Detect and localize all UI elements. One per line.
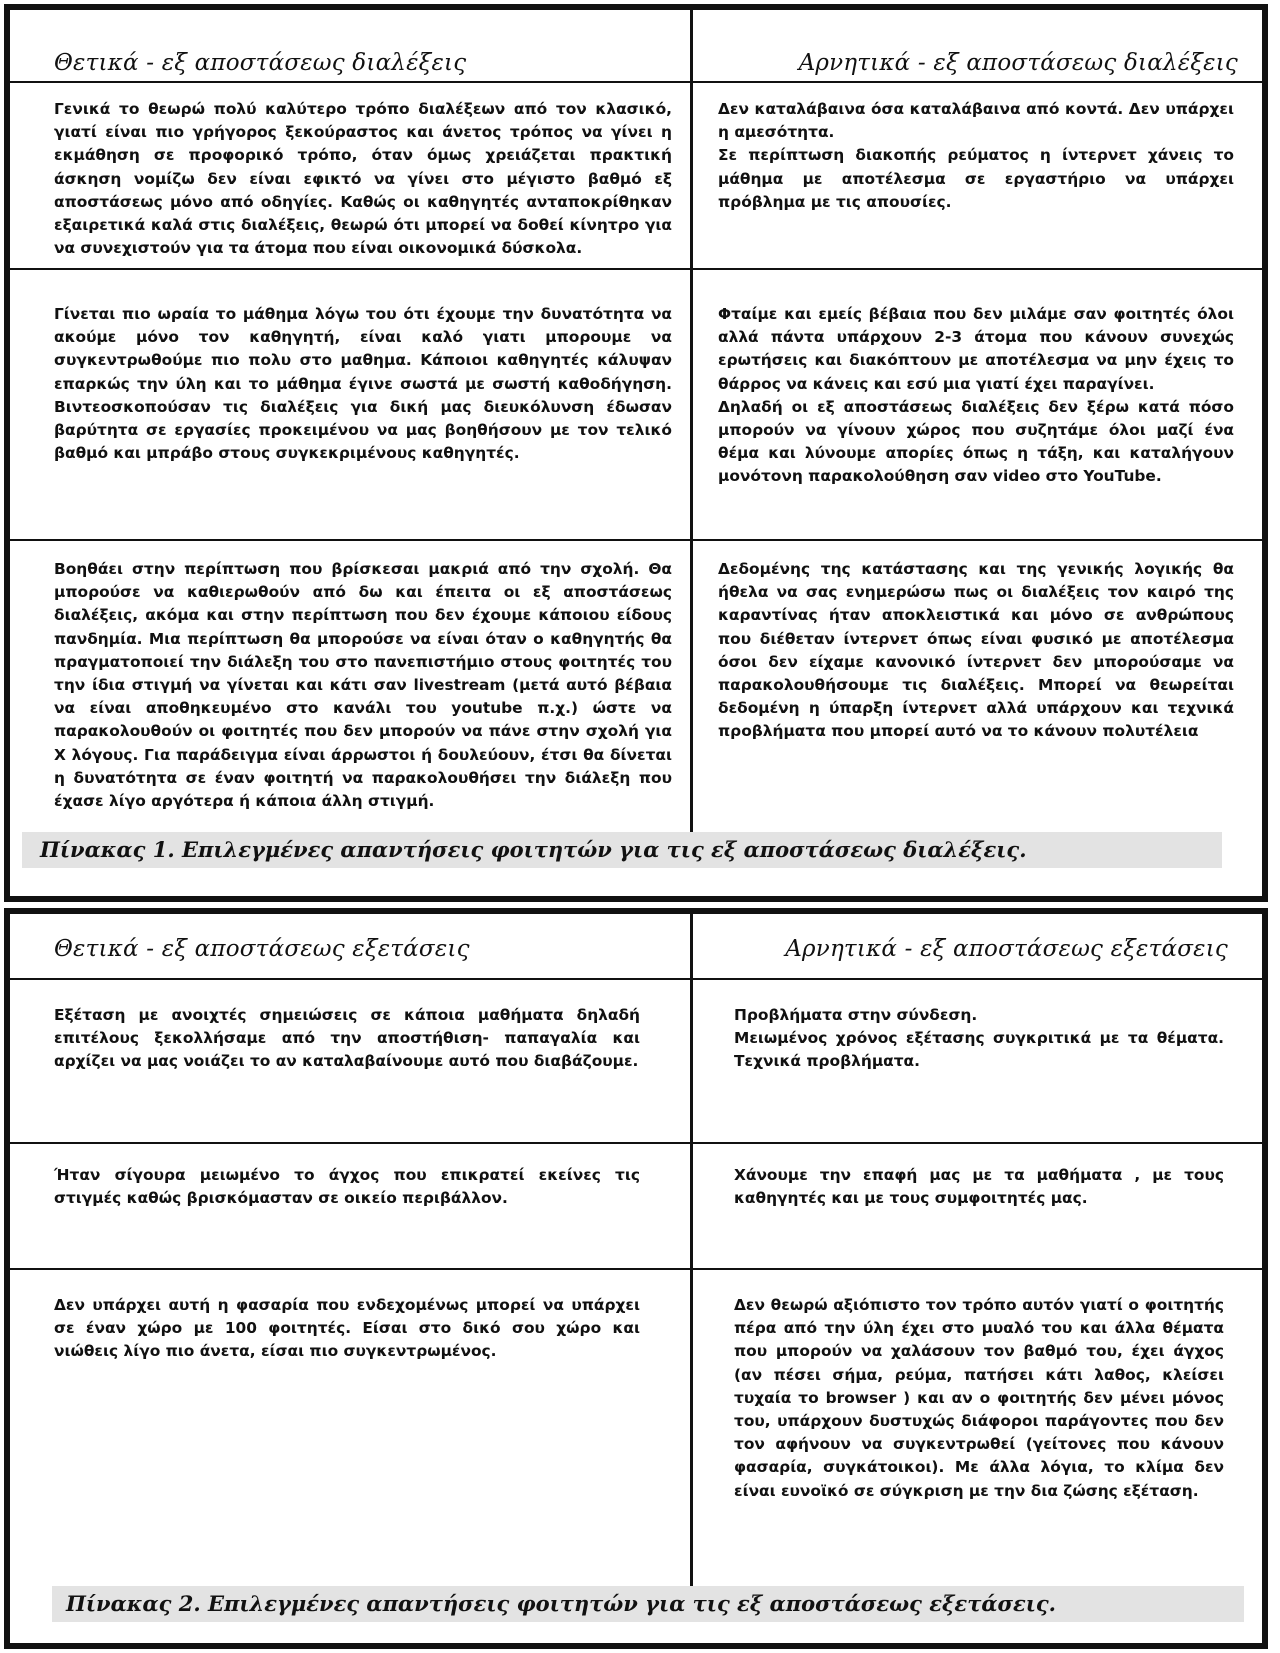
row-divider	[10, 1142, 1262, 1144]
table-caption: Πίνακας 1. Επιλεγμένες απαντήσεις φοιτητών για τις εξ αποστάσεως διαλέξεις.	[22, 832, 1222, 868]
cell-paragraph: Χάνουμε την επαφή μας με τα μαθήματα , με τους καθηγητές και με τους συμφοιτητές μας.	[734, 1166, 1224, 1208]
cell-paragraph: Δεν καταλάβαινα όσα καταλάβαινα από κοντά. Δεν υπάρχει η αμεσότητα.	[718, 100, 1234, 142]
table-exams	[4, 908, 1268, 1649]
table-cell	[718, 558, 1234, 744]
cell-paragraph: Βοηθάει στην περίπτωση που βρίσκεσαι μακριά από την σχολή. Θα μπορούσε να καθιερωθούν από δω και έπειτα οι εξ αποστάσεως διαλέξεις, ακόμα και στην περίπτωση που δεν έχουμε κάποιου είδους πανδημία. Μια περίπτωση θα μπορούσε να είναι όταν ο καθηγητής θα πραγματοποιεί την διάλεξη του στο πανεπιστήμιο στους φοιτητές του την ίδια στιγμή να γίνεται και κάτι σαν livestream (μετά αυτό βέβαια να είναι αποθηκευμένο στο κανάλι του youtube π.χ.) ώστε να παρακολουθούν οι φοιτητές που δεν μπορούν να πάνε στην σχολή για Χ λόγους. Για παράδειγμα είναι άρρωστοι ή δουλεύουν, έτσι θα δίνεται η δυνατότητα σε έναν φοιτητή να παρακολουθήσει την διάλεξη που έχασε λίγο αργότερα ή κάποια άλλη στιγμή.	[54, 560, 672, 811]
cell-paragraph: Σε περίπτωση διακοπής ρεύματος η ίντερνετ χάνεις το μάθημα με αποτέλεσμα σε εργαστήριο να υπάρχει πρόβλημα με τις απουσίες.	[718, 146, 1234, 211]
header-negative-exams: Αρνητικά - εξ αποστάσεως εξετάσεις	[785, 936, 1228, 962]
table-cell	[54, 303, 672, 465]
table-cell	[734, 1294, 1224, 1503]
table-cell	[718, 303, 1234, 489]
cell-paragraph: Μειωμένος χρόνος εξέτασης συγκριτικά με τα θέματα. Τεχνικά προβλήματα.	[734, 1029, 1224, 1071]
cell-paragraph: Ήταν σίγουρα μειωμένο το άγχος που επικρατεί εκείνες τις στιγμές καθώς βρισκόμασταν σε οικείο περιβάλλον.	[54, 1166, 640, 1208]
header-negative-lectures: Αρνητικά - εξ αποστάσεως διαλέξεις	[798, 50, 1238, 76]
row-divider	[10, 1268, 1262, 1270]
header-positive-exams: Θετικά - εξ αποστάσεως εξετάσεις	[54, 936, 470, 962]
table-lectures	[4, 4, 1268, 902]
cell-paragraph: Γενικά το θεωρώ πολύ καλύτερο τρόπο διαλέξεων από τον κλασικό, γιατί είναι πιο γρήγορος ξεκούραστος και άνετος τρόπος να γίνει η εκμάθηση σε προφορικό τρόπο, όταν όμως χρειάζεται πρακτική άσκηση νομίζω δεν είναι εφικτό να γίνει στο μέγιστο βαθμό εξ αποστάσεως μόνο από οδηγίες. Καθώς οι καθηγητές ανταποκρίθηκαν εξαιρετικά καλά στις διαλέξεις, θεωρώ ότι μπορεί να δοθεί κίνητρο για να συνεχιστούν για τα άτομα που είναι οικονομικά δύσκολα.	[54, 100, 672, 258]
table-cell	[718, 98, 1234, 214]
cell-paragraph: Γίνεται πιο ωραία το μάθημα λόγω του ότι έχουμε την δυνατότητα να ακούμε μόνο τον καθηγητή, είναι καλό γιατι μπορουμε να συγκεντρωθούμε πιο πολυ στο μαθημα. Κάποιοι καθηγητές κάλυψαν επαρκώς την ύλη και το μάθημα έγινε σωστά με σωστή καθοδήγηση. Βιντεοσκοπούσαν τις διαλέξεις για δική μας διευκόλυνση έδωσαν βαρύτητα σε εργασίες προκειμένου να μας βοηθήσουν με τον τελικό βαθμό και μπράβο στους συγκεκριμένους καθηγητές.	[54, 305, 672, 463]
table-cell	[54, 558, 672, 813]
cell-paragraph: Προβλήματα στην σύνδεση.	[734, 1006, 978, 1024]
table-cell	[734, 1004, 1224, 1074]
cell-paragraph: Δεν θεωρώ αξιόπιστο τον τρόπο αυτόν γιατί ο φοιτητής πέρα από την ύλη έχει στο μυαλό του και άλλα θέματα που μπορούν να χαλάσουν τον βαθμό του, έχει άγχος (αν πέσει σήμα, ρεύμα, πατήσει κάτι λαθος, κλείσει τυχαία το browser ) και αν ο φοιτητής δεν μένει μόνος του, υπάρχουν δυστυχώς διάφοροι παράγοντες που δεν τον αφήνουν να συγκεντρωθεί (γείτονες που κάνουν φασαρία, συγκάτοικοι). Με άλλα λόγια, το κλίμα δεν είναι ευνοϊκό σε σύγκριση με την δια ζώσης εξέταση.	[734, 1296, 1224, 1500]
cell-paragraph: Δεδομένης της κατάστασης και της γενικής λογικής θα ήθελα να σας ενημερώσω πως οι διαλέξεις τον καιρό της καραντίνας ήταν αποκλειστικά και μόνο σε ανθρώπους που διέθεταν ίντερνετ όπως είναι φυσικό με αποτέλεσμα όσοι δεν είχαμε κανονικό ίντερνετ δεν μπορούσαμε να παρακολουθήσουμε τις διαλέξεις. Μπορεί να θεωρείται δεδομένη η ύπαρξη ίντερνετ αλλά υπάρχουν και τεχνικά προβλήματα που μπορεί αυτό να το κάνουν πολυτέλεια	[718, 560, 1234, 741]
cell-paragraph: Δηλαδή οι εξ αποστάσεως διαλέξεις δεν ξέρω κατά πόσο μπορούν να γίνουν χώρος που συζητάμε όλοι μαζί ένα θέμα και λύνουμε απορίες όπως η τάξη, και καταλήγουν μονότονη παρακολούθηση σαν video στο YouTube.	[718, 397, 1234, 486]
table-cell	[54, 1294, 640, 1364]
cell-paragraph: Δεν υπάρχει αυτή η φασαρία που ενδεχομένως μπορεί να υπάρχει σε έναν χώρο με 100 φοιτητές. Είσαι στο δικό σου χώρο και νιώθεις λίγο πιο άνετα, είσαι πιο συγκεντρωμένος.	[54, 1296, 640, 1361]
table-cell	[54, 1164, 640, 1210]
cell-paragraph: Εξέταση με ανοιχτές σημειώσεις σε κάποια μαθήματα δηλαδή επιτέλους ξεκολλήσαμε από την αποστήθιση- παπαγαλία και αρχίζει να μας νοιάζει το αν καταλαβαίνουμε αυτό που διαβάζουμε.	[54, 1006, 640, 1071]
table-cell	[54, 98, 672, 260]
table-caption: Πίνακας 2. Επιλεγμένες απαντήσεις φοιτητών για τις εξ αποστάσεως εξετάσεις.	[52, 1586, 1244, 1622]
column-divider	[690, 914, 693, 1596]
column-divider	[690, 10, 693, 832]
row-divider	[10, 539, 1262, 541]
row-divider	[10, 978, 1262, 980]
table-cell	[734, 1164, 1224, 1210]
cell-paragraph: Φταίμε και εμείς βέβαια που δεν μιλάμε σαν φοιτητές όλοι αλλά πάντα υπάρχουν 2-3 άτομα που κάνουν συνεχώς ερωτήσεις και διακόπτουν με αποτέλεσμα να μην έχεις το θάρρος να κάνεις και εσύ μια γιατί έχει παραγίνει.	[718, 305, 1234, 393]
row-divider	[10, 81, 1262, 83]
header-positive-lectures: Θετικά - εξ αποστάσεως διαλέξεις	[54, 50, 467, 76]
table-cell	[54, 1004, 640, 1074]
row-divider	[10, 268, 1262, 270]
